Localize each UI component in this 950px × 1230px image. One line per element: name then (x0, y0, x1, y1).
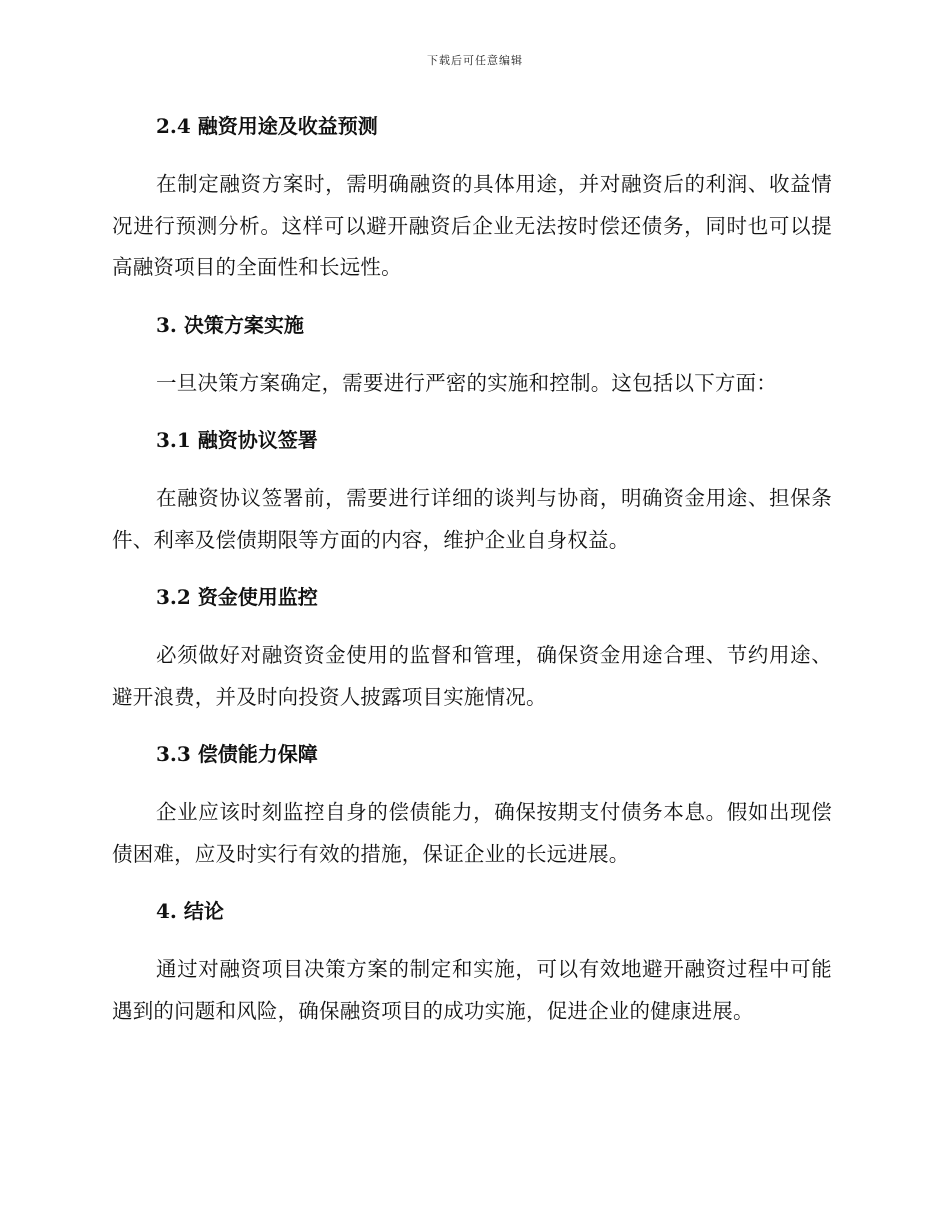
section-heading: 2.4 融资用途及收益预测 (156, 114, 378, 138)
section-heading: 3.2 资金使用监控 (156, 585, 318, 609)
section-paragraph: 一旦决策方案确定，需要进行严密的实施和控制。这包括以下方面： (156, 370, 777, 395)
section-paragraph: 通过对融资项目决策方案的制定和实施，可以有效地避开融资过程中可能遇到的问题和风险，确保融资项目的成功实施，促进企业的健康进展。 (112, 957, 832, 1023)
section-paragraph: 必须做好对融资资金使用的监督和管理，确保资金用途合理、节约用途、避开浪费，并及时向投资人披露项目实施情况。 (112, 643, 832, 709)
section-heading: 3.3 偿债能力保障 (156, 742, 318, 766)
section-2-4 (112, 110, 832, 309)
section-3-3 (112, 738, 832, 895)
section-3-1 (112, 424, 832, 581)
section-heading: 3.1 融资协议签署 (156, 428, 318, 452)
section-paragraph: 在融资协议签署前，需要进行详细的谈判与协商，明确资金用途、担保条件、利率及偿债期限等方面的内容，维护企业自身权益。 (112, 486, 832, 552)
section-paragraph: 在制定融资方案时，需明确融资的具体用途，并对融资后的利润、收益情况进行预测分析。这样可以避开融资后企业无法按时偿还债务，同时也可以提高融资项目的全面性和长远性。 (112, 172, 832, 279)
section-3 (112, 309, 832, 425)
section-heading: 3. 决策方案实施 (156, 312, 304, 337)
header-note: 下载后可任意编辑 (427, 54, 523, 67)
document-body (112, 110, 832, 1032)
section-3-2 (112, 581, 832, 738)
section-paragraph: 企业应该时刻监控自身的偿债能力，确保按期支付债务本息。假如出现偿债困难，应及时实行有效的措施，保证企业的长远进展。 (112, 800, 832, 866)
section-4 (112, 895, 832, 1032)
section-heading: 4. 结论 (156, 899, 224, 923)
